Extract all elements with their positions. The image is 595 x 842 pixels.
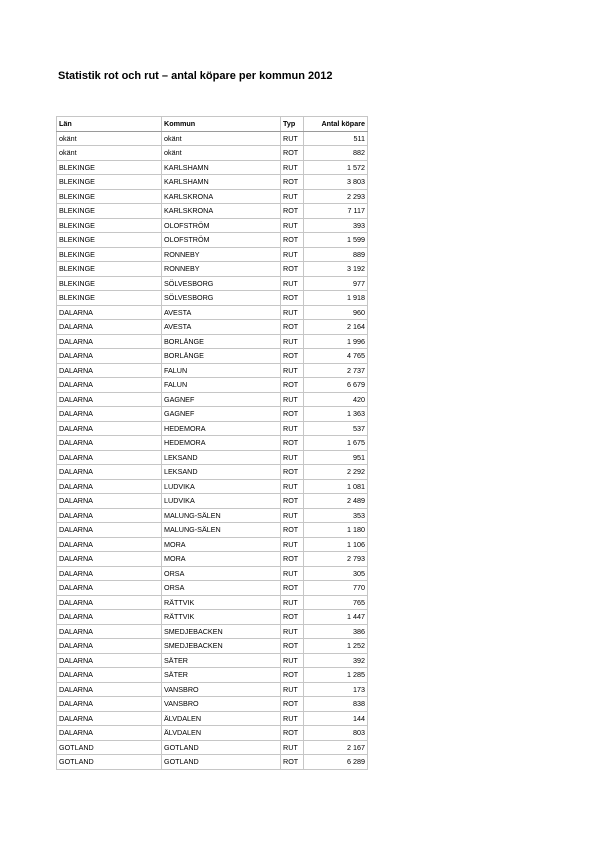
cell-lan: DALARNA: [57, 624, 162, 639]
cell-typ: RUT: [281, 682, 304, 697]
cell-kommun: LEKSAND: [162, 450, 281, 465]
cell-antal-kopare: 1 599: [304, 233, 368, 248]
cell-typ: ROT: [281, 639, 304, 654]
cell-lan: DALARNA: [57, 450, 162, 465]
table-row: [57, 421, 368, 436]
cell-typ: RUT: [281, 305, 304, 320]
cell-kommun: LEKSAND: [162, 465, 281, 480]
cell-lan: DALARNA: [57, 378, 162, 393]
cell-kommun: AVESTA: [162, 305, 281, 320]
cell-antal-kopare: 4 765: [304, 349, 368, 364]
cell-typ: ROT: [281, 233, 304, 248]
cell-typ: ROT: [281, 262, 304, 277]
cell-kommun: GOTLAND: [162, 755, 281, 770]
cell-antal-kopare: 2 737: [304, 363, 368, 378]
table-row: [57, 407, 368, 422]
column-header-antal-kopare: Antal köpare: [304, 117, 368, 132]
cell-typ: ROT: [281, 668, 304, 683]
cell-typ: RUT: [281, 392, 304, 407]
table-row: [57, 305, 368, 320]
cell-antal-kopare: 1 106: [304, 537, 368, 552]
cell-kommun: MALUNG-SÄLEN: [162, 508, 281, 523]
cell-antal-kopare: 6 679: [304, 378, 368, 393]
cell-typ: ROT: [281, 581, 304, 596]
cell-lan: okänt: [57, 131, 162, 146]
cell-lan: GOTLAND: [57, 740, 162, 755]
cell-typ: ROT: [281, 378, 304, 393]
cell-typ: RUT: [281, 334, 304, 349]
table-row: [57, 523, 368, 538]
cell-kommun: BORLÄNGE: [162, 349, 281, 364]
cell-lan: DALARNA: [57, 639, 162, 654]
cell-kommun: FALUN: [162, 378, 281, 393]
cell-antal-kopare: 2 489: [304, 494, 368, 509]
cell-typ: ROT: [281, 204, 304, 219]
cell-lan: DALARNA: [57, 610, 162, 625]
cell-antal-kopare: 2 167: [304, 740, 368, 755]
table-row: [57, 755, 368, 770]
cell-typ: RUT: [281, 189, 304, 204]
cell-lan: BLEKINGE: [57, 189, 162, 204]
cell-antal-kopare: 386: [304, 624, 368, 639]
cell-typ: RUT: [281, 653, 304, 668]
table-row: [57, 653, 368, 668]
cell-antal-kopare: 144: [304, 711, 368, 726]
cell-antal-kopare: 3 192: [304, 262, 368, 277]
cell-kommun: KARLSKRONA: [162, 189, 281, 204]
cell-antal-kopare: 1 918: [304, 291, 368, 306]
cell-antal-kopare: 3 803: [304, 175, 368, 190]
table-row: [57, 537, 368, 552]
cell-kommun: ORSA: [162, 566, 281, 581]
cell-antal-kopare: 889: [304, 247, 368, 262]
cell-antal-kopare: 1 285: [304, 668, 368, 683]
table-row: [57, 334, 368, 349]
cell-typ: RUT: [281, 450, 304, 465]
table-body: [57, 131, 368, 769]
table-row: [57, 276, 368, 291]
table-row: [57, 262, 368, 277]
cell-antal-kopare: 1 180: [304, 523, 368, 538]
cell-typ: RUT: [281, 276, 304, 291]
cell-antal-kopare: 977: [304, 276, 368, 291]
data-table: [56, 116, 368, 770]
table-row: [57, 204, 368, 219]
cell-typ: ROT: [281, 320, 304, 335]
cell-antal-kopare: 2 793: [304, 552, 368, 567]
table-row: [57, 160, 368, 175]
cell-antal-kopare: 1 447: [304, 610, 368, 625]
cell-kommun: okänt: [162, 146, 281, 161]
cell-kommun: GAGNEF: [162, 407, 281, 422]
cell-lan: DALARNA: [57, 334, 162, 349]
table-row: [57, 233, 368, 248]
table-row: [57, 740, 368, 755]
table-header: [57, 117, 368, 132]
table-row: [57, 479, 368, 494]
header-row: [57, 117, 368, 132]
cell-typ: ROT: [281, 146, 304, 161]
cell-typ: RUT: [281, 479, 304, 494]
cell-typ: ROT: [281, 291, 304, 306]
cell-lan: DALARNA: [57, 668, 162, 683]
cell-typ: RUT: [281, 218, 304, 233]
cell-lan: DALARNA: [57, 682, 162, 697]
cell-antal-kopare: 1 675: [304, 436, 368, 451]
cell-kommun: AVESTA: [162, 320, 281, 335]
cell-kommun: KARLSKRONA: [162, 204, 281, 219]
table-row: [57, 726, 368, 741]
cell-typ: RUT: [281, 740, 304, 755]
cell-kommun: ORSA: [162, 581, 281, 596]
cell-lan: GOTLAND: [57, 755, 162, 770]
cell-typ: ROT: [281, 436, 304, 451]
cell-antal-kopare: 173: [304, 682, 368, 697]
cell-typ: ROT: [281, 494, 304, 509]
cell-kommun: SMEDJEBACKEN: [162, 624, 281, 639]
cell-lan: BLEKINGE: [57, 160, 162, 175]
cell-typ: RUT: [281, 595, 304, 610]
column-header-kommun: Kommun: [162, 117, 281, 132]
cell-antal-kopare: 420: [304, 392, 368, 407]
cell-lan: DALARNA: [57, 697, 162, 712]
table-row: [57, 595, 368, 610]
cell-kommun: SMEDJEBACKEN: [162, 639, 281, 654]
cell-kommun: ÄLVDALEN: [162, 711, 281, 726]
table-row: [57, 436, 368, 451]
table-row: [57, 247, 368, 262]
table-row: [57, 450, 368, 465]
cell-antal-kopare: 1 081: [304, 479, 368, 494]
cell-kommun: SÖLVESBORG: [162, 276, 281, 291]
cell-lan: DALARNA: [57, 552, 162, 567]
cell-kommun: LUDVIKA: [162, 494, 281, 509]
cell-typ: RUT: [281, 363, 304, 378]
cell-lan: BLEKINGE: [57, 204, 162, 219]
cell-lan: DALARNA: [57, 436, 162, 451]
cell-antal-kopare: 803: [304, 726, 368, 741]
table-row: [57, 146, 368, 161]
cell-antal-kopare: 1 996: [304, 334, 368, 349]
cell-antal-kopare: 393: [304, 218, 368, 233]
cell-kommun: SÖLVESBORG: [162, 291, 281, 306]
cell-typ: RUT: [281, 247, 304, 262]
cell-antal-kopare: 882: [304, 146, 368, 161]
cell-antal-kopare: 960: [304, 305, 368, 320]
cell-antal-kopare: 392: [304, 653, 368, 668]
cell-typ: RUT: [281, 566, 304, 581]
cell-lan: DALARNA: [57, 581, 162, 596]
table-row: [57, 218, 368, 233]
cell-kommun: SÄTER: [162, 653, 281, 668]
cell-antal-kopare: 2 164: [304, 320, 368, 335]
cell-kommun: MORA: [162, 537, 281, 552]
cell-kommun: GOTLAND: [162, 740, 281, 755]
cell-typ: RUT: [281, 160, 304, 175]
cell-lan: BLEKINGE: [57, 218, 162, 233]
cell-antal-kopare: 1 363: [304, 407, 368, 422]
cell-typ: RUT: [281, 537, 304, 552]
table-row: [57, 508, 368, 523]
cell-antal-kopare: 765: [304, 595, 368, 610]
cell-antal-kopare: 1 572: [304, 160, 368, 175]
table-row: [57, 131, 368, 146]
cell-kommun: KARLSHAMN: [162, 175, 281, 190]
table-row: [57, 175, 368, 190]
page-title: Statistik rot och rut – antal köpare per kommun 2012: [58, 70, 333, 82]
table-row: [57, 566, 368, 581]
cell-antal-kopare: 305: [304, 566, 368, 581]
table-row: [57, 682, 368, 697]
cell-kommun: OLOFSTRÖM: [162, 218, 281, 233]
cell-lan: DALARNA: [57, 320, 162, 335]
cell-lan: DALARNA: [57, 392, 162, 407]
cell-typ: ROT: [281, 552, 304, 567]
cell-lan: DALARNA: [57, 305, 162, 320]
cell-lan: DALARNA: [57, 508, 162, 523]
cell-kommun: GAGNEF: [162, 392, 281, 407]
table-row: [57, 378, 368, 393]
cell-lan: DALARNA: [57, 711, 162, 726]
cell-kommun: MALUNG-SÄLEN: [162, 523, 281, 538]
cell-antal-kopare: 511: [304, 131, 368, 146]
cell-typ: ROT: [281, 755, 304, 770]
cell-kommun: FALUN: [162, 363, 281, 378]
cell-lan: DALARNA: [57, 363, 162, 378]
table-row: [57, 494, 368, 509]
cell-typ: ROT: [281, 523, 304, 538]
cell-kommun: MORA: [162, 552, 281, 567]
table-row: [57, 363, 368, 378]
cell-antal-kopare: 537: [304, 421, 368, 436]
cell-lan: DALARNA: [57, 726, 162, 741]
table-row: [57, 624, 368, 639]
cell-lan: DALARNA: [57, 407, 162, 422]
cell-kommun: RÄTTVIK: [162, 595, 281, 610]
cell-antal-kopare: 2 293: [304, 189, 368, 204]
cell-typ: RUT: [281, 624, 304, 639]
cell-lan: DALARNA: [57, 653, 162, 668]
cell-lan: BLEKINGE: [57, 233, 162, 248]
cell-kommun: HEDEMORA: [162, 421, 281, 436]
cell-kommun: KARLSHAMN: [162, 160, 281, 175]
table-row: [57, 392, 368, 407]
cell-lan: BLEKINGE: [57, 247, 162, 262]
table-row: [57, 697, 368, 712]
cell-lan: DALARNA: [57, 479, 162, 494]
cell-antal-kopare: 770: [304, 581, 368, 596]
cell-antal-kopare: 2 292: [304, 465, 368, 480]
cell-antal-kopare: 1 252: [304, 639, 368, 654]
cell-kommun: SÄTER: [162, 668, 281, 683]
cell-kommun: ÄLVDALEN: [162, 726, 281, 741]
cell-lan: DALARNA: [57, 566, 162, 581]
cell-kommun: HEDEMORA: [162, 436, 281, 451]
cell-kommun: OLOFSTRÖM: [162, 233, 281, 248]
cell-kommun: okänt: [162, 131, 281, 146]
cell-antal-kopare: 951: [304, 450, 368, 465]
cell-typ: ROT: [281, 175, 304, 190]
cell-typ: ROT: [281, 465, 304, 480]
table-row: [57, 639, 368, 654]
table-row: [57, 349, 368, 364]
column-header-typ: Typ: [281, 117, 304, 132]
cell-typ: RUT: [281, 711, 304, 726]
cell-typ: ROT: [281, 349, 304, 364]
table-row: [57, 581, 368, 596]
cell-lan: DALARNA: [57, 595, 162, 610]
cell-lan: okänt: [57, 146, 162, 161]
table-row: [57, 552, 368, 567]
cell-kommun: RÄTTVIK: [162, 610, 281, 625]
cell-kommun: LUDVIKA: [162, 479, 281, 494]
cell-typ: RUT: [281, 421, 304, 436]
cell-typ: RUT: [281, 131, 304, 146]
cell-lan: BLEKINGE: [57, 276, 162, 291]
column-header-lan: Län: [57, 117, 162, 132]
cell-lan: DALARNA: [57, 349, 162, 364]
cell-lan: DALARNA: [57, 537, 162, 552]
cell-kommun: BORLÄNGE: [162, 334, 281, 349]
table-row: [57, 189, 368, 204]
cell-lan: BLEKINGE: [57, 175, 162, 190]
table-row: [57, 320, 368, 335]
cell-kommun: VANSBRO: [162, 682, 281, 697]
cell-typ: ROT: [281, 726, 304, 741]
cell-antal-kopare: 7 117: [304, 204, 368, 219]
cell-kommun: VANSBRO: [162, 697, 281, 712]
cell-typ: RUT: [281, 508, 304, 523]
cell-antal-kopare: 353: [304, 508, 368, 523]
cell-typ: ROT: [281, 610, 304, 625]
cell-kommun: RONNEBY: [162, 247, 281, 262]
table-row: [57, 465, 368, 480]
table-row: [57, 610, 368, 625]
cell-antal-kopare: 6 289: [304, 755, 368, 770]
table-row: [57, 711, 368, 726]
cell-typ: ROT: [281, 697, 304, 712]
cell-lan: BLEKINGE: [57, 291, 162, 306]
cell-kommun: RONNEBY: [162, 262, 281, 277]
cell-typ: ROT: [281, 407, 304, 422]
table-row: [57, 668, 368, 683]
cell-lan: DALARNA: [57, 523, 162, 538]
cell-lan: DALARNA: [57, 421, 162, 436]
cell-lan: DALARNA: [57, 465, 162, 480]
cell-lan: BLEKINGE: [57, 262, 162, 277]
cell-antal-kopare: 838: [304, 697, 368, 712]
table-row: [57, 291, 368, 306]
cell-lan: DALARNA: [57, 494, 162, 509]
